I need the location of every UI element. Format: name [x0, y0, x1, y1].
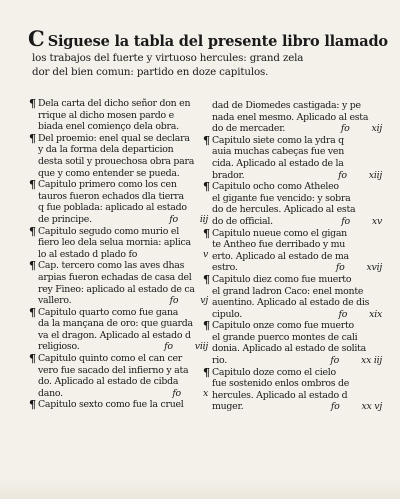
- pilcrow-mark: ¶: [29, 398, 36, 412]
- folio-number: x: [202, 387, 208, 399]
- toc-entry: [30, 133, 214, 179]
- folio-label: fo: [341, 215, 350, 227]
- entry-line: Capitulo segudo como murio el: [38, 225, 179, 237]
- folio-reference: [338, 170, 388, 182]
- page-header: [28, 26, 388, 79]
- entry-line: que y como entender se pueda.: [38, 167, 180, 179]
- entry-line: Capitulo sexto como fue la cruel: [38, 399, 184, 411]
- folio-number: xij: [371, 123, 382, 135]
- toc-entry: [30, 399, 214, 411]
- toc-entry: [30, 98, 214, 133]
- entry-line: biada enel comienço dela obra.: [38, 121, 179, 133]
- entry-line: do de mercader.: [212, 123, 286, 135]
- entry-line: Cap. tercero como las aves dhas: [38, 260, 185, 272]
- pilcrow-mark: ¶: [29, 224, 36, 238]
- entry-line: religioso.: [38, 341, 80, 353]
- entry-line: Capitulo quinto como el can cer: [38, 353, 182, 365]
- entry-line: vallero.: [38, 295, 72, 307]
- pilcrow-mark: ¶: [203, 365, 210, 379]
- entry-line: de principe.: [38, 213, 92, 225]
- pilcrow-mark: ¶: [29, 97, 36, 110]
- entry-line: Capitulo diez como fue muerto: [212, 273, 352, 285]
- folio-number: v: [202, 248, 208, 260]
- entry-line: Del proemio: enel qual se declara: [38, 132, 190, 144]
- pilcrow-mark: ¶: [29, 305, 36, 319]
- folio-label: fo: [338, 169, 347, 181]
- entry-line: Capitulo primero como los cen: [38, 179, 177, 191]
- entry-line: rio.: [212, 355, 227, 367]
- pilcrow-mark: ¶: [203, 272, 210, 286]
- entry-line: Capitulo siete como la ydra q: [212, 134, 344, 146]
- folio-label: fo: [335, 262, 345, 274]
- folio-label: fo: [330, 355, 340, 367]
- entry-line: Capitulo ocho como Atheleo: [212, 181, 339, 193]
- toc-entry: [30, 226, 214, 261]
- folio-label: fo: [169, 213, 178, 225]
- folio-label: fo: [169, 295, 179, 307]
- entry-line: rey Fineo: aplicado al estado de ca: [38, 283, 195, 295]
- entry-line: brador.: [212, 169, 245, 181]
- entry-last-line: [212, 355, 388, 367]
- subtitle-line-2: dor del bien comun: partido en doze capitulos.: [32, 66, 269, 78]
- entry-line: auentino. Aplicado al estado de dis: [212, 297, 370, 309]
- folio-reference: [339, 309, 388, 321]
- pilcrow-mark: ¶: [203, 133, 210, 147]
- folio-reference: [336, 262, 388, 274]
- entry-line: estro.: [212, 262, 238, 274]
- page-title: Siguese la tabla del presente libro llamado: [47, 33, 388, 50]
- entry-line: Capitulo nueue como el gigan: [212, 227, 347, 239]
- entry-line: muger.: [212, 401, 244, 413]
- toc-entry: [30, 260, 214, 306]
- entry-line: Capitulo onze como fue muerto: [212, 320, 354, 332]
- toc-entry: [204, 228, 388, 274]
- entry-line: desta sotil y prouechosa obra para: [38, 155, 195, 167]
- left-column: [30, 98, 214, 411]
- folio-label: fo: [340, 123, 350, 135]
- entry-line: tauros fueron echados dla tierra: [38, 190, 184, 202]
- folio-number: xvij: [366, 262, 382, 274]
- entry-line: el gigante fue vencido: y sobra: [212, 192, 351, 204]
- entry-line: Capitulo quarto como fue gana: [38, 306, 179, 318]
- initial-letter: C: [28, 26, 45, 51]
- toc-entry: [204, 367, 388, 413]
- entry-last-line: [38, 214, 214, 226]
- entry-line: do. Aplicado al estado de cibda: [38, 376, 179, 388]
- entry-line: el grande puerco montes de cali: [212, 331, 358, 343]
- toc-entry: [30, 307, 214, 353]
- folio-number: xv: [371, 215, 382, 227]
- entry-line: nada enel mesmo. Aplicado al esta: [212, 111, 369, 123]
- toc-entry: [204, 100, 388, 135]
- entry-line: y da la forma dela departicion: [38, 144, 174, 156]
- entry-line: el grand ladron Caco: enel monte: [212, 285, 364, 297]
- entry-line: cida. Aplicado al estado de la: [212, 157, 344, 169]
- folio-number: vj: [200, 295, 208, 307]
- folio-number: xiij: [368, 169, 382, 181]
- pilcrow-mark: ¶: [29, 352, 36, 366]
- entry-line: dad de Diomedes castigada: y pe: [212, 100, 361, 111]
- entry-line: da la mançana de oro: que guarda: [38, 318, 193, 330]
- folio-label: fo: [338, 308, 348, 320]
- entry-line: arpias fueron echadas de casa del: [38, 271, 192, 283]
- entry-line: do de official.: [212, 215, 273, 227]
- entry-last-line: [212, 216, 388, 228]
- folio-number: viij: [194, 341, 208, 353]
- entry-line: hercules. Aplicado al estado d: [212, 389, 348, 401]
- entry-line: donia. Aplicado al estado de solita: [212, 343, 366, 355]
- toc-entry: [204, 320, 388, 366]
- toc-entry: [30, 179, 214, 225]
- pilcrow-mark: ¶: [29, 178, 36, 192]
- entry-line: rrique al dicho mosen pardo e: [38, 109, 174, 121]
- entry-line: fue sostenido enlos ombros de: [212, 378, 350, 390]
- entry-last-line: [212, 123, 388, 135]
- entry-last-line: [38, 388, 214, 400]
- entry-line: erto. Aplicado al estado de ma: [212, 250, 349, 262]
- right-column: [204, 100, 388, 413]
- pilcrow-mark: ¶: [29, 131, 36, 145]
- entry-line: fiero leo dela selua mornia: aplica: [38, 237, 191, 249]
- entry-last-line: [212, 401, 388, 413]
- folio-reference: [331, 401, 388, 413]
- toc-entry: [204, 181, 388, 227]
- folio-label: fo: [172, 387, 181, 399]
- folio-label: fo: [330, 401, 340, 413]
- entry-last-line: [38, 399, 214, 411]
- folio-number: xx iij: [361, 355, 382, 367]
- entry-line: Dela carta del dicho señor don en: [38, 98, 191, 109]
- pilcrow-mark: ¶: [203, 226, 210, 240]
- entry-last-line: [38, 341, 214, 353]
- entry-last-line: [212, 170, 388, 182]
- folio-label: fo: [164, 341, 173, 353]
- entry-line: te Antheo fue derribado y mu: [212, 239, 346, 251]
- entry-last-line: [212, 309, 388, 321]
- pilcrow-mark: ¶: [203, 180, 210, 194]
- entry-last-line: [38, 249, 214, 261]
- pilcrow-mark: ¶: [203, 319, 210, 333]
- entry-last-line: [38, 295, 214, 307]
- entry-line: Capitulo doze como el cielo: [212, 366, 336, 378]
- folio-reference: [341, 123, 388, 135]
- entry-line: va el dragon. Aplicado al estado d: [38, 329, 191, 341]
- folio-reference: [330, 355, 388, 367]
- subtitle-line-1: los trabajos del fuerte y virtuoso hercules: grand zela: [32, 52, 304, 64]
- entry-line: auia muchas cabeças fue ven: [212, 146, 344, 158]
- entry-line: lo al estado d plado fo: [38, 248, 138, 260]
- toc-entry: [204, 135, 388, 181]
- folio-number: iij: [199, 213, 208, 225]
- entry-line: cipulo.: [212, 308, 242, 320]
- entry-line: dano.: [38, 387, 63, 399]
- folio-reference: [341, 216, 388, 228]
- toc-entry: [30, 353, 214, 399]
- folio-number: xix: [369, 308, 382, 320]
- pilcrow-mark: ¶: [29, 259, 36, 273]
- title-line: [28, 26, 388, 51]
- entry-line: do de hercules. Aplicado al esta: [212, 204, 356, 216]
- entry-line: q fue poblada: aplicado al estado: [38, 202, 187, 214]
- entry-line: vero fue sacado del infierno y ata: [38, 364, 189, 376]
- entry-last-line: [212, 262, 388, 274]
- toc-entry: [204, 274, 388, 320]
- folio-number: xx vj: [361, 401, 382, 413]
